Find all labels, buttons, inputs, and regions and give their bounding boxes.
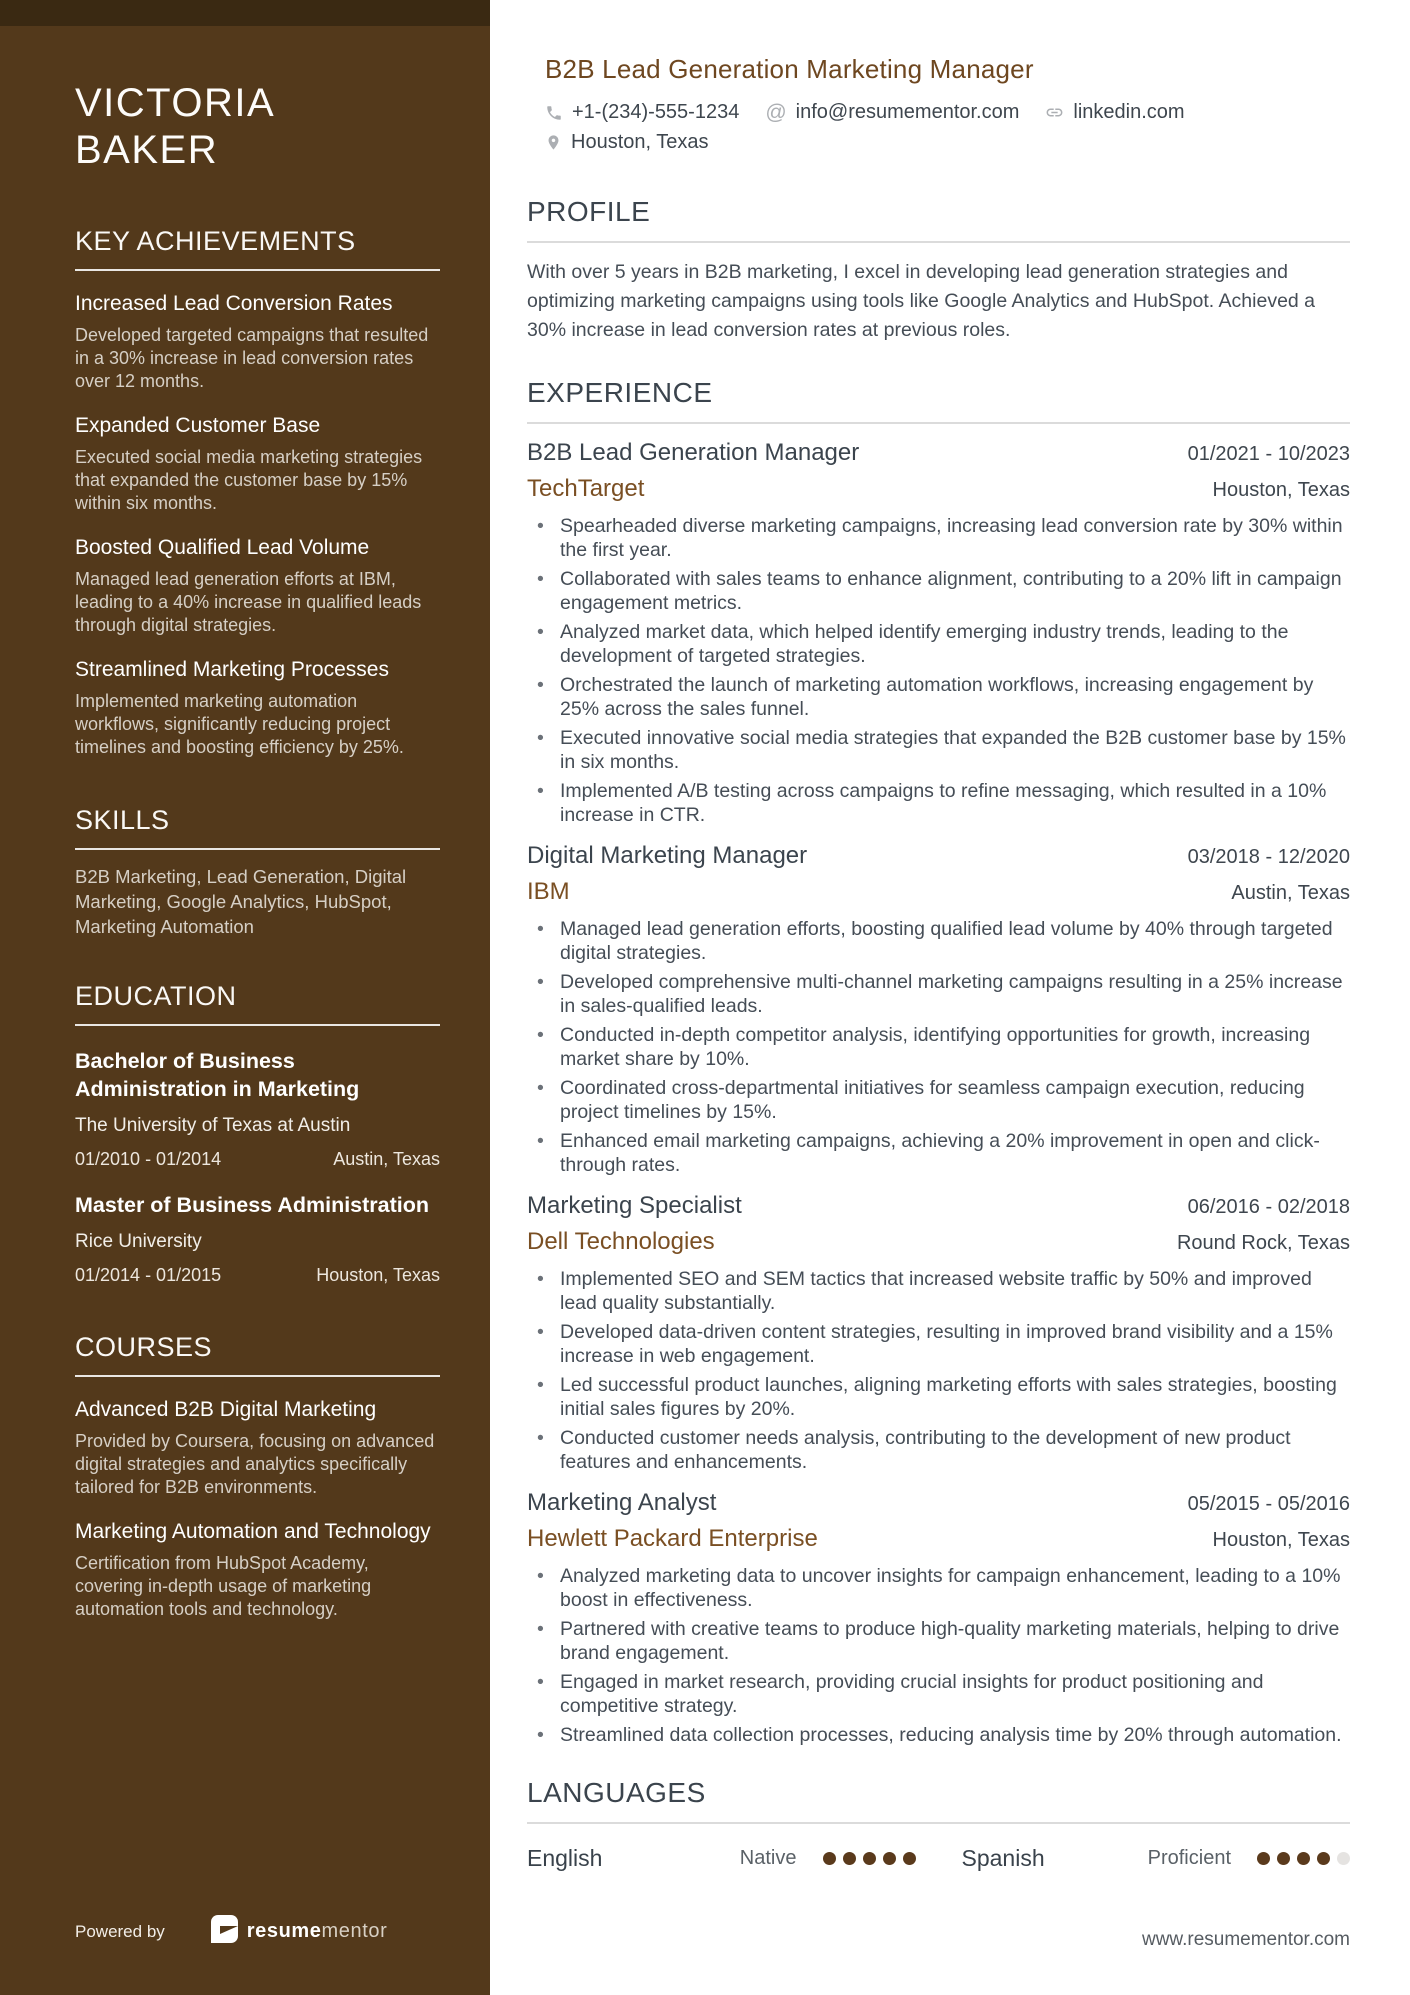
courses-section (75, 1332, 440, 1621)
achievement-desc: Developed targeted campaigns that resulted in a 30% increase in lead conversion rates over 12 months. (75, 325, 429, 391)
achievement-item (75, 412, 440, 515)
job-company: Hewlett Packard Enterprise (527, 1525, 818, 1552)
course-desc: Provided by Coursera, focusing on advanced digital strategies and analytics specifically tailored for B2B environments. (75, 1431, 435, 1497)
sidebar-divider (75, 269, 440, 271)
dot-filled (1317, 1852, 1330, 1865)
dot-filled (883, 1852, 896, 1865)
course-title: Marketing Automation and Technology (75, 1520, 431, 1543)
courses-heading: COURSES (75, 1332, 213, 1362)
achievement-title: Expanded Customer Base (75, 414, 321, 437)
profile-heading: PROFILE (527, 196, 651, 227)
course-title: Advanced B2B Digital Marketing (75, 1398, 377, 1421)
candidate-last-name: BAKER (75, 128, 219, 172)
job-company: TechTarget (527, 475, 645, 502)
main-content (490, 0, 1410, 1995)
job-dates: 03/2018 - 12/2020 (1187, 846, 1350, 868)
key-achievements-section (75, 226, 440, 759)
job-bullet: • Engaged in market research, providing crucial insights for product positioning and competitive strategy. (527, 1670, 1350, 1718)
job-bullet: • Conducted customer needs analysis, contributing to the development of new product features and enhancements. (527, 1426, 1350, 1474)
achievement-title: Boosted Qualified Lead Volume (75, 536, 370, 559)
email-at-icon: @ (765, 101, 787, 124)
achievement-item (75, 534, 440, 637)
language-item (527, 1845, 916, 1872)
dot-filled (823, 1852, 836, 1865)
job-title: Marketing Analyst (527, 1489, 717, 1516)
education-item (75, 1047, 440, 1170)
education-heading: EDUCATION (75, 981, 237, 1011)
candidate-first-name: VICTORIA (75, 81, 276, 125)
job-bullet: • Partnered with creative teams to produce high-quality marketing materials, helping to drive brand engagement. (527, 1617, 1350, 1665)
experience-heading: EXPERIENCE (527, 377, 713, 408)
language-proficiency-dots (823, 1852, 916, 1865)
achievement-item (75, 290, 440, 393)
language-proficiency-dots (1257, 1852, 1350, 1865)
dot-filled (843, 1852, 856, 1865)
degree-title: Bachelor of Business Administration in Marketing (75, 1049, 360, 1101)
phone-contact (545, 101, 739, 124)
profile-summary: With over 5 years in B2B marketing, I excel in developing lead generation strategies and optimizing marketing campaigns using tools like Google Analytics and HubSpot. Achieved a 30% increase in lead conversion rates at previous roles. (527, 261, 1316, 341)
skills-list: B2B Marketing, Lead Generation, Digital Marketing, Google Analytics, HubSpot, Marketing Automation (75, 866, 407, 937)
job-dates: 06/2016 - 02/2018 (1187, 1196, 1350, 1218)
language-level: Native (739, 1847, 797, 1869)
course-item (75, 1396, 440, 1499)
job-bullet: • Executed innovative social media strategies that expanded the B2B customer base by 15% in six months. (527, 726, 1350, 774)
resumementor-logo (209, 1914, 388, 1949)
education-dates: 01/2010 - 01/2014 (75, 1149, 222, 1169)
job-dates: 01/2021 - 10/2023 (1187, 443, 1350, 465)
job-bullet-list (527, 514, 1350, 827)
phone-icon (545, 104, 563, 122)
job-location: Houston, Texas (1212, 479, 1350, 501)
email-contact[interactable] (765, 101, 1019, 124)
job-dates: 05/2015 - 05/2016 (1187, 1493, 1350, 1515)
resumementor-wordmark: resumementor (246, 1920, 388, 1942)
contact-row-1 (545, 101, 1350, 124)
school-name: Rice University (75, 1231, 202, 1252)
job-bullet-list (527, 1267, 1350, 1474)
achievement-desc: Executed social media marketing strategies that expanded the customer base by 15% within six months. (75, 447, 423, 513)
linkedin-url: linkedin.com (1073, 101, 1185, 123)
education-location: Austin, Texas (333, 1149, 440, 1169)
course-desc: Certification from HubSpot Academy, covering in-depth usage of marketing automation tools and technology. (75, 1553, 372, 1619)
job-location: Houston, Texas (1212, 1529, 1350, 1551)
job-bullet: • Analyzed marketing data to uncover insights for campaign enhancement, leading to a 10% boost in effectiveness. (527, 1564, 1350, 1612)
dot-empty (1337, 1852, 1350, 1865)
sidebar (0, 0, 490, 1995)
education-dates: 01/2014 - 01/2015 (75, 1265, 222, 1285)
education-location: Houston, Texas (316, 1265, 440, 1285)
candidate-name (75, 80, 440, 174)
resumementor-logo-icon (209, 1914, 239, 1949)
powered-by-label: Powered by (75, 1921, 165, 1941)
job-entry (527, 439, 1350, 827)
dot-filled (863, 1852, 876, 1865)
job-bullet: • Enhanced email marketing campaigns, achieving a 20% improvement in open and click-through rates. (527, 1129, 1350, 1177)
job-bullet: • Led successful product launches, aligning marketing efforts with sales strategies, boosting initial sales figures by 20%. (527, 1373, 1350, 1421)
job-bullet: • Managed lead generation efforts, boosting qualified lead volume by 40% through targeted digital strategies. (527, 917, 1350, 965)
language-name: Spanish (961, 1845, 1045, 1871)
powered-by-footer (75, 1914, 387, 1949)
languages-row (527, 1845, 1350, 1872)
achievement-desc: Implemented marketing automation workflows, significantly reducing project timelines and boosting efficiency by 25%. (75, 691, 404, 757)
section-divider (527, 422, 1350, 424)
job-bullet-list (527, 917, 1350, 1177)
achievement-item (75, 656, 440, 759)
job-bullet: • Conducted in-depth competitor analysis, identifying opportunities for growth, increasing market share by 10%. (527, 1023, 1350, 1071)
languages-section (527, 1777, 1350, 1872)
sidebar-divider (75, 1024, 440, 1026)
job-company: Dell Technologies (527, 1228, 715, 1255)
section-divider (527, 241, 1350, 243)
contact-row-2 (545, 131, 1350, 154)
job-title: Marketing Specialist (527, 1192, 742, 1219)
location-pin-icon (545, 134, 562, 151)
job-bullet: • Streamlined data collection processes, reducing analysis time by 20% through automation. (527, 1723, 1350, 1747)
language-level: Proficient (1147, 1847, 1231, 1869)
job-bullet: • Implemented A/B testing across campaigns to refine messaging, which resulted in a 10% increase in CTR. (527, 779, 1350, 827)
education-section (75, 981, 440, 1286)
website-footer-link[interactable]: www.resumementor.com (1141, 1929, 1350, 1950)
achievement-title: Streamlined Marketing Processes (75, 658, 389, 681)
job-bullet: • Implemented SEO and SEM tactics that increased website traffic by 50% and improved lead quality substantially. (527, 1267, 1350, 1315)
dot-filled (1297, 1852, 1310, 1865)
experience-section (527, 377, 1350, 1747)
location-text: Houston, Texas (571, 131, 709, 153)
job-entry (527, 1489, 1350, 1747)
job-title: B2B Lead Generation Manager (527, 439, 860, 466)
key-achievements-heading: KEY ACHIEVEMENTS (75, 226, 356, 256)
section-divider (527, 1822, 1350, 1824)
dot-filled (1277, 1852, 1290, 1865)
profile-section (527, 196, 1350, 345)
achievement-title: Increased Lead Conversion Rates (75, 292, 393, 315)
sidebar-divider (75, 1375, 440, 1377)
job-title: Digital Marketing Manager (527, 842, 808, 869)
school-name: The University of Texas at Austin (75, 1115, 351, 1136)
skills-heading: SKILLS (75, 805, 170, 835)
course-item (75, 1518, 440, 1621)
dot-filled (903, 1852, 916, 1865)
job-bullet: • Developed data-driven content strategies, resulting in improved brand visibility and a 15% increase in web engagement. (527, 1320, 1350, 1368)
job-bullet: • Spearheaded diverse marketing campaigns, increasing lead conversion rate by 30% within the first year. (527, 514, 1350, 562)
link-icon (1045, 103, 1064, 122)
sidebar-divider (75, 848, 440, 850)
job-bullet-list (527, 1564, 1350, 1747)
phone-number: +1-(234)-555-1234 (572, 101, 740, 123)
job-entry (527, 1192, 1350, 1474)
job-bullet: • Orchestrated the launch of marketing automation workflows, increasing engagement by 25% across the sales funnel. (527, 673, 1350, 721)
skills-section (75, 805, 440, 939)
job-bullet: • Developed comprehensive multi-channel marketing campaigns resulting in a 25% increase in sales-qualified leads. (527, 970, 1350, 1018)
achievement-desc: Managed lead generation efforts at IBM, leading to a 40% increase in qualified leads through digital strategies. (75, 569, 422, 635)
job-location: Round Rock, Texas (1176, 1232, 1350, 1254)
language-name: English (527, 1845, 603, 1871)
job-target-title: B2B Lead Generation Marketing Manager (545, 54, 1034, 84)
languages-heading: LANGUAGES (527, 1777, 706, 1808)
email-address: info@resumementor.com (795, 101, 1020, 123)
sidebar-top-accent-bar (0, 0, 490, 26)
dot-filled (1257, 1852, 1270, 1865)
job-bullet: • Coordinated cross-departmental initiatives for seamless campaign execution, reducing project timelines by 15%. (527, 1076, 1350, 1124)
degree-title: Master of Business Administration (75, 1193, 430, 1217)
linkedin-contact[interactable] (1045, 101, 1184, 124)
job-bullet: • Analyzed market data, which helped identify emerging industry trends, leading to the development of targeted strategies. (527, 620, 1350, 668)
location-contact (545, 131, 709, 154)
job-bullet: • Collaborated with sales teams to enhance alignment, contributing to a 20% lift in campaign engagement metrics. (527, 567, 1350, 615)
job-company: IBM (527, 878, 570, 905)
language-item (962, 1845, 1351, 1872)
education-item (75, 1191, 440, 1286)
job-location: Austin, Texas (1231, 882, 1350, 904)
job-entry (527, 842, 1350, 1177)
